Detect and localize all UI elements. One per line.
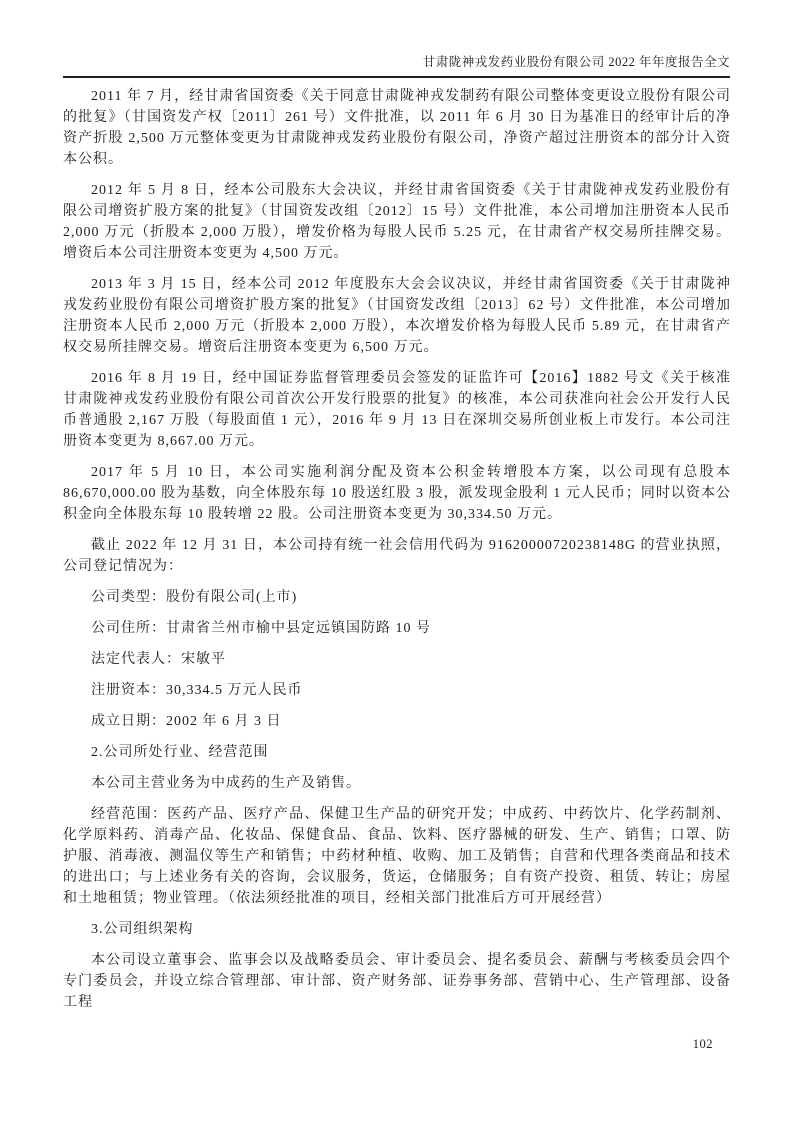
paragraph-2012-capital-increase: 2012 年 5 月 8 日，经本公司股东大会决议，并经甘肃省国资委《关于甘肃陇神戎发药业股份有限公司增资扩股方案的批复》（甘国资发改组〔2012〕15 号）文件批准，本公司增加注册资本人民币 2,000 万元（折股本 2,000 万股），增发价格为每股人民币 5.25 元，在甘肃省产权交易所挂牌交易。增资后本公司注册资本变更为 4,500 万元。 xyxy=(63,183,731,261)
registered-capital-line: 注册资本：30,334.5 万元人民币 xyxy=(91,683,303,698)
paragraph-business-license: 截止 2022 年 12 月 31 日，本公司持有统一社会信用代码为 91620000720238148G 的营业执照，公司登记情况为： xyxy=(63,538,731,574)
paragraph-2011-restructuring: 2011 年 7 月，经甘肃省国资委《关于同意甘肃陇神戎发制药有限公司整体变更设立股份有限公司的批复》（甘国资发产权〔2011〕261 号）文件批准，以 2011 年 6 月 30 日为基准日的经审计后的净资产折股 2,500 万元整体变更为甘肃陇神戎发药业股份有限公司，净资产超过注册资本的部分计入资本公积。 xyxy=(63,89,731,167)
section-heading-org-structure: 3.公司组织架构 xyxy=(91,922,194,937)
page-header xyxy=(63,52,730,78)
report-header-title: 甘肃陇神戎发药业股份有限公司 2022 年年度报告全文 xyxy=(422,55,730,69)
paragraph-2017-profit-distribution: 2017 年 5 月 10 日，本公司实施利润分配及资本公积金转增股本方案，以公司现有总股本 86,670,000.00 股为基数，向全体股东每 10 股送红股 3 股，派发现金股利 1 元人民币；同时以资本公积金向全体股东每 10 股转增 22 股。公司注册资本变更为 30,334.50 万元。 xyxy=(63,465,731,522)
business-scope-paragraph: 经营范围：医药产品、医疗产品、保健卫生产品的研究开发；中成药、中药饮片、化学药制剂、化学原料药、消毒产品、化妆品、保健食品、食品、饮料、医疗器械的研发、生产、销售；口罩、防护服、消毒液、测温仪等生产和销售；中药材种植、收购、加工及销售；自营和代理各类商品和技术的进出口；与上述业务有关的咨询，会议服务，货运，仓储服务；自有资产投资、租赁、转让；房屋和土地租赁；物业管理。（依法须经批准的项目，经相关部门批准后方可开展经营） xyxy=(63,807,731,906)
establishment-date-line: 成立日期：2002 年 6 月 3 日 xyxy=(91,714,282,729)
paragraph-2016-ipo: 2016 年 8 月 19 日，经中国证券监督管理委员会签发的证监许可【2016】1882 号文《关于核准甘肃陇神戎发药业股份有限公司首次公开发行股票的批复》的核准，本公司获准向社会公开发行人民币普通股 2,167 万股（每股面值 1 元），2016 年 9 月 13 日在深圳交易所创业板上市发行。本公司注册资本变更为 8,667.00 万元。 xyxy=(63,371,731,449)
section-heading-industry-scope: 2.公司所处行业、经营范围 xyxy=(91,745,269,760)
org-structure-paragraph: 本公司设立董事会、监事会以及战略委员会、审计委员会、提名委员会、薪酬与考核委员会四个专门委员会，并设立综合管理部、审计部、资产财务部、证券事务部、营销中心、生产管理部、设备工程 xyxy=(63,953,731,1010)
document-body xyxy=(63,86,731,1023)
company-type-line: 公司类型：股份有限公司(上市) xyxy=(91,590,298,605)
main-business-line: 本公司主营业务为中成药的生产及销售。 xyxy=(91,776,361,791)
paragraph-2013-capital-increase: 2013 年 3 月 15 日，经本公司 2012 年度股东大会会议决议，并经甘肃省国资委《关于甘肃陇神戎发药业股份有限公司增资扩股方案的批复》（甘国资发改组〔2013〕62 号）文件批准，本公司增加注册资本人民币 2,000 万元（折股本 2,000 万股），本次增发价格为每股人民币 5.89 元，在甘肃省产权交易所挂牌交易。增资后注册资本变更为 6,500 万元。 xyxy=(63,277,731,355)
page-number: 102 xyxy=(692,1037,713,1051)
legal-representative-line: 法定代表人：宋敏平 xyxy=(91,652,226,667)
company-address-line: 公司住所：甘肃省兰州市榆中县定远镇国防路 10 号 xyxy=(91,621,431,636)
